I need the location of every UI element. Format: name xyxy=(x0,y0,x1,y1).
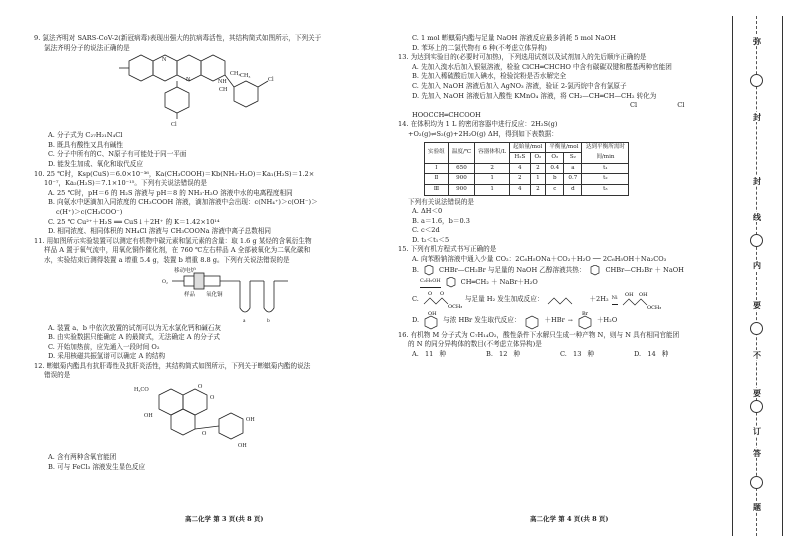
q10-option-b-cont: c(H⁺)＞c(CH₃COO⁻) xyxy=(56,207,123,216)
q11-option-b: B. 由实验数据只能确定 A 的最简式，无法确定 A 的分子式 xyxy=(48,333,221,342)
cell: t₃ xyxy=(582,184,629,195)
q10-stem: 10. 25 ℃时，Ksp(CuS)＝6.0×10⁻³⁶，Ka(CH₃COOH)＝Kb(NH₃·H₂O)＝Ka₁(H₂S)＝1.2× xyxy=(34,169,315,178)
q15-b-label: B. xyxy=(412,265,419,274)
q10-option-c: C. 25 ℃ Cu²⁺＋H₂S ══ CuS↓＋2H⁺ 的 K＝1.42×10¹⁴ xyxy=(48,217,220,226)
q11-stem-2: 样品 A 置于氧气流中，用氧化铜作催化剂，在 760 ℃左右样品 A 全部被氧化为二氧化碳和 xyxy=(44,246,311,255)
th-h2s: H₂S xyxy=(510,153,530,164)
th-temp: 温度/℃ xyxy=(448,142,474,163)
q16-option-a: A. 11 种 xyxy=(412,349,447,358)
q15-c-plus: ＋2H₂ xyxy=(589,294,609,303)
seal-hole-icon xyxy=(750,322,763,335)
q15-option-a: A. 向苯酚钠溶液中通入少量 CO₂：2C₆H₅ONa＋CO₂＋H₂O ── 2C₆H₅OH＋Na₂CO₃ xyxy=(412,255,667,264)
q13-option-b: B. 先加入稀硫酸后加入碘水，检验淀粉是否水解完全 xyxy=(412,72,567,81)
seal-dashed-line xyxy=(756,16,757,536)
q15-option-d xyxy=(398,311,723,331)
q16-options xyxy=(398,350,723,360)
q12-label-oh2: OH xyxy=(246,417,255,424)
th-o2-eq: O₂ xyxy=(546,153,564,164)
cell: a xyxy=(564,163,582,174)
keto-ester-structure xyxy=(546,290,586,310)
seal-sidebar xyxy=(728,16,788,536)
page-footer-left: 高二化学 第 3 页(共 8 页) xyxy=(185,515,264,523)
q9-option-d: D. 能发生加成、氧化和取代反应 xyxy=(48,159,143,168)
cell: 2 xyxy=(510,174,530,185)
q15-c-oh2: OH xyxy=(638,291,648,298)
th-initial: 起始量/mol xyxy=(510,142,546,153)
svg-text:O₂: O₂ xyxy=(162,278,168,285)
q15-d-label: D. xyxy=(412,315,420,324)
th-volume: 容器体积/L xyxy=(475,142,510,163)
q15-d-oh: OH xyxy=(428,310,437,317)
q12-label-oh1: OH xyxy=(144,413,153,420)
q11-label-cuo: 氧化铜 xyxy=(206,291,223,298)
q11-label-sample: 样品 xyxy=(184,291,196,298)
q12-option-a: A. 含有两种含氧官能团 xyxy=(48,453,117,462)
right-column xyxy=(398,34,723,359)
cell: 4 xyxy=(510,184,530,195)
seal-char: 封 xyxy=(753,176,761,186)
combustion-apparatus xyxy=(34,266,389,324)
q15-option-b xyxy=(398,265,723,277)
q15-d-text: 与浓 HBr 发生取代反应： xyxy=(443,315,521,324)
cyclohexanol-structure xyxy=(523,311,541,331)
cell: 900 xyxy=(448,184,474,195)
left-column xyxy=(34,34,389,472)
cyclohexanol-structure xyxy=(422,311,440,331)
q16-option-c: C. 13 种 xyxy=(560,349,595,358)
q14-option-d: D. t₂＜t₁＜5 xyxy=(412,235,450,244)
table-row xyxy=(425,163,629,174)
cell: d xyxy=(564,184,582,195)
q15-c-o2: O xyxy=(439,290,445,297)
seal-border-right xyxy=(782,16,783,536)
q15-c-label: C. xyxy=(412,294,419,303)
q9-stem: 9. 氯法齐明对 SARS-CoV-2(新冠病毒)表现出强大的抗病毒活性，其结构简式如图所示，下列关于 xyxy=(34,34,322,42)
cell: 2 xyxy=(530,163,546,174)
q9-label-n2: N xyxy=(186,77,191,84)
seal-char: 要 xyxy=(753,388,761,398)
cell: t₁ xyxy=(582,163,629,174)
q9-label-ch3a: CH₃ xyxy=(230,71,241,78)
keto-ester-structure xyxy=(422,290,462,310)
q15-c-oh1: OH xyxy=(624,291,634,298)
q15-b-products: CH═CH₂ ＋ NaBr＋H₂O xyxy=(460,277,538,286)
seal-hole-icon xyxy=(750,234,763,247)
cell: 0.4 xyxy=(546,163,564,174)
q12-label-oh3: OH xyxy=(238,443,247,450)
seal-hole-icon xyxy=(750,74,763,87)
q15-d-product: ＋H₂O xyxy=(596,315,618,324)
q13-stem: 13. 为达到实验目的(必要时可加热)，下列选用试剂以及试剂加入的先后顺序正确的是 xyxy=(398,53,647,62)
q15-d-plus: ＋HBr xyxy=(544,315,565,324)
q12-option-c: C. 1 mol 蟛蜞菊内酯与足量 NaOH 溶液反应最多消耗 5 mol NaOH xyxy=(412,34,616,42)
q15-c-och3: OCH₃ xyxy=(447,303,462,310)
q12-stem-2: 错误的是 xyxy=(44,371,71,380)
q9-label-cl1: Cl xyxy=(268,77,274,84)
page-footer-right: 高二化学 第 4 页(共 8 页) xyxy=(530,515,609,523)
q14-stem xyxy=(398,120,723,130)
seal-char: 题 xyxy=(753,502,761,512)
diol-ester-structure xyxy=(621,289,665,311)
q13-cl-2: Cl xyxy=(677,101,685,110)
q11-option-c: C. 开始加热前，应先通入一段时间 O₂ xyxy=(48,342,160,351)
seal-char: 弥 xyxy=(753,36,761,46)
cell: 0.7 xyxy=(564,174,582,185)
q14-stem-3: ΔH，得到如下表数据： xyxy=(488,129,558,138)
q12-option-d: D. 苯环上的二氯代物有 6 种(不考虑立体异构) xyxy=(412,43,547,52)
cell: 2 xyxy=(475,163,510,174)
clofazimine-structure xyxy=(34,53,389,131)
q14-option-a: A. ΔH＜0 xyxy=(412,207,443,216)
q10-option-a: A. 25 ℃时，pH＝6 的 H₂S 溶液与 pH＝8 的 NH₃·H₂O 溶液中水的电离程度相同 xyxy=(48,188,293,197)
seal-char: 不 xyxy=(753,350,761,360)
bromocyclohexane-structure xyxy=(576,311,594,331)
q15-b-condition: C₂H₅OH xyxy=(420,277,441,288)
q15-d-arrow: → xyxy=(567,316,573,324)
cell: 650 xyxy=(448,163,474,174)
cell: c xyxy=(546,184,564,195)
q13-cl-1: Cl xyxy=(630,101,638,110)
q15-b-reactant: CHBr—CH₂Br ＋ NaOH xyxy=(605,265,684,274)
table-row xyxy=(425,184,629,195)
q14-stem-1: 14. 在体积均为 1 L 的密闭容器中进行反应：2H₂S(g) xyxy=(398,120,558,129)
th-equilibrium: 平衡量/mol xyxy=(546,142,582,153)
seal-char: 订 xyxy=(753,426,761,436)
q13-option-d-product: HOOCCH═CHCOOH xyxy=(412,110,481,119)
q11-stem: 11. 用如图所示实验装置可以测定有机物中碳元素和氢元素的含量：取 1.6 g 某烃的含氧衍生物 xyxy=(34,236,312,245)
q16-option-b: B. 12 种 xyxy=(486,349,521,358)
th-group: 实验组 xyxy=(425,142,449,163)
q14-stem-2 xyxy=(398,130,723,140)
q15-option-b-product xyxy=(398,277,723,289)
q16-option-d: D. 14 种 xyxy=(634,349,669,358)
q9-option-b: B. 既具有酸性又具有碱性 xyxy=(48,140,123,149)
q11-stem-3: 水，实验结束后测得装置 a 增重 5.4 g，装置 b 增重 8.8 g。下列有关说法错误的是 xyxy=(44,255,290,264)
seal-char: 封 xyxy=(753,112,761,122)
q9-label-nh: NH xyxy=(218,79,227,86)
seal-char: 线 xyxy=(753,212,761,222)
q9-option-a: A. 分子式为 C₂₇H₂₁N₄Cl xyxy=(48,131,123,140)
cell: Ⅲ xyxy=(425,184,449,195)
q14-table xyxy=(424,142,629,196)
q11-label-furnace: 移动电炉 xyxy=(174,267,197,274)
q14-after: 下列有关说法错误的是 xyxy=(408,197,474,206)
q14-equation: +O₂(g)⇌S₂(g)+2H₂O(g) xyxy=(408,129,486,138)
q15-b-text: CHBr—CH₂Br 与足量的 NaOH 乙醇溶液共热： xyxy=(438,265,586,274)
cell: Ⅱ xyxy=(425,174,449,185)
th-s2: S₂ xyxy=(564,153,582,164)
q9-label-ch: CH xyxy=(219,87,228,94)
table-row xyxy=(425,174,629,185)
q13-option-c: C. 先加入 NaOH 溶液后加入 AgNO₃ 溶液，验证 2-氯丙烷中含有氯原子 xyxy=(412,81,627,90)
benzene-ring-icon xyxy=(444,277,458,289)
q15-c-o1: O xyxy=(427,290,433,297)
q9-label-cl2: Cl xyxy=(171,122,177,129)
q10-option-d: D. 相同浓度、相同体积的 NH₄Cl 溶液与 CH₃COONa 溶液中离子总数相同 xyxy=(48,227,272,236)
seal-char: 答 xyxy=(753,448,761,458)
th-time: 达到平衡所需时间/min xyxy=(582,142,629,163)
q9-label-ch3b: CH₃ xyxy=(240,73,251,80)
q16-stem: 16. 有机物 M 分子式为 C₇H₁₄O₂，酸性条件下水解只生成一种产物 N，则与 N 具有相同官能团 xyxy=(398,330,680,339)
q15-c-text: 与足量 H₂ 发生加成反应： xyxy=(464,294,544,303)
q11-option-a: A. 装置 a、b 中依次放置的试剂可以为无水氯化钙和碱石灰 xyxy=(48,323,221,332)
cell: b xyxy=(546,174,564,185)
q11-option-d: D. 采用核磁共振氢谱可以确定 A 的结构 xyxy=(48,352,166,361)
cell: 2 xyxy=(530,184,546,195)
q15-c-och3-prod: OCH₃ xyxy=(646,304,661,311)
q12-option-b: B. 可与 FeCl₃ 溶液发生显色反应 xyxy=(48,462,146,471)
q12-label-o1: O xyxy=(198,384,203,391)
cell: t₂ xyxy=(582,174,629,185)
cell: Ⅰ xyxy=(425,163,449,174)
q16-stem-2: 的 N 的同分异构体的数目(不考虑立体异构)是 xyxy=(408,340,542,349)
q12-label-o2: O xyxy=(210,395,215,402)
q9-label-n1: N xyxy=(162,57,167,64)
seal-border-left xyxy=(732,16,733,536)
q15-option-c xyxy=(398,289,723,311)
q9-option-c: C. 分子中所有的C、N原子有可能处于同一平面 xyxy=(48,150,187,159)
q11-label-a: a xyxy=(243,317,246,324)
cell: 1 xyxy=(475,184,510,195)
q11-label-b: b xyxy=(267,317,270,324)
cell: 4 xyxy=(510,163,530,174)
th-o2-init: O₂ xyxy=(530,153,546,164)
seal-char: 要 xyxy=(753,300,761,310)
q12-label-och3: H₃CO xyxy=(134,387,149,394)
seal-hole-icon xyxy=(750,400,763,413)
seal-hole-icon xyxy=(750,476,763,489)
q13-option-d: D. 先加入 NaOH 溶液后加入酸性 KMnO₄ 溶液，将 CH₂—CH═CH—CH₂ 转化为 xyxy=(412,91,657,100)
cell: 1 xyxy=(475,174,510,185)
wedelolactone-structure xyxy=(34,381,389,453)
q12-stem: 12. 蟛蜞菊内酯具有抗肝毒性及抗肝炎活性，其结构简式如图所示，下列关于蟛蜞菊内酯的说法 xyxy=(34,361,311,370)
seal-char: 内 xyxy=(753,260,761,270)
q9-stem-2: 氯法齐明分子的说法正确的是 xyxy=(44,43,130,52)
q13-option-a: A. 先加入溴水后加入银氨溶液，检验 ClCH═CHCHO 中含有碳碳双键和醛基两种官能团 xyxy=(412,62,672,71)
q10-option-b: B. 向氨水中逐滴加入同浓度的 CH₃COOH 溶液，滴加溶液中会出现：c(NH₄⁺)＞c(OH⁻)＞ xyxy=(48,198,318,207)
q10-stem-2: 10⁻⁷，Ka₂(H₂S)＝7.1×10⁻¹⁵。下列有关说法错误的是 xyxy=(44,179,207,188)
q14-option-c: C. c＜2d xyxy=(412,226,440,235)
q14-option-b: B. a＝1.6，b＝0.3 xyxy=(412,216,470,225)
benzene-ring-icon xyxy=(422,265,436,277)
q15-c-catalyst: Ni xyxy=(612,294,618,305)
q15-d-br: Br xyxy=(581,310,588,317)
q13-option-d-cl xyxy=(398,101,723,111)
cell: 1 xyxy=(530,174,546,185)
cell: 900 xyxy=(448,174,474,185)
q15-stem: 15. 下列有机方程式书写正确的是 xyxy=(398,245,497,254)
benzene-ring-icon xyxy=(588,265,602,277)
q12-label-o3: O xyxy=(202,431,207,438)
